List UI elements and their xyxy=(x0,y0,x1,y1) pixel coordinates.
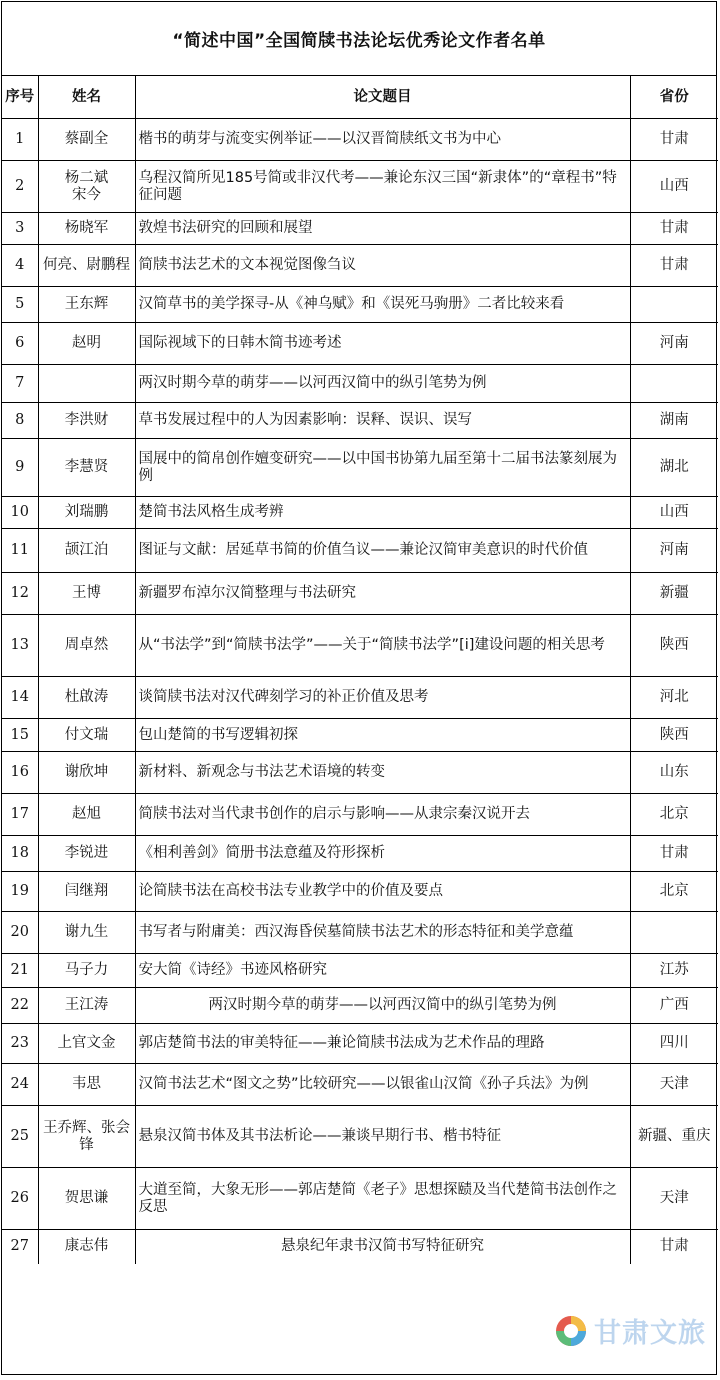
cell-name: 颉江泊 xyxy=(38,529,135,573)
cell-no: 11 xyxy=(2,529,38,573)
table-row xyxy=(2,1064,718,1106)
cell-no: 16 xyxy=(2,752,38,794)
cell-province: 甘肃 xyxy=(630,119,718,161)
table-row xyxy=(2,497,718,529)
cell-paper-title: 乌程汉简所见185号简或非汉代考——兼论东汉三国“新隶体”的“章程书”特征问题 xyxy=(135,161,630,213)
cell-no: 14 xyxy=(2,677,38,719)
cell-no: 27 xyxy=(2,1230,38,1264)
cell-no: 15 xyxy=(2,719,38,752)
cell-no: 22 xyxy=(2,988,38,1024)
cell-province: 广西 xyxy=(630,988,718,1024)
cell-name: 王江涛 xyxy=(38,988,135,1024)
cell-province: 北京 xyxy=(630,872,718,912)
cell-no: 23 xyxy=(2,1024,38,1064)
table-row xyxy=(2,119,718,161)
cell-name: 谢九生 xyxy=(38,912,135,954)
cell-province: 山东 xyxy=(630,752,718,794)
cell-name xyxy=(38,365,135,403)
cell-paper-title: 楷书的萌芽与流变实例举证——以汉晋简牍纸文书为中心 xyxy=(135,119,630,161)
cell-name: 上官文金 xyxy=(38,1024,135,1064)
table-row xyxy=(2,1230,718,1264)
page-title: “简述中国”全国简牍书法论坛优秀论文作者名单 xyxy=(2,2,716,76)
table-row xyxy=(2,954,718,988)
cell-province: 山西 xyxy=(630,161,718,213)
cell-paper-title: 书写者与附庸美：西汉海昏侯墓简牍书法艺术的形态特征和美学意蕴 xyxy=(135,912,630,954)
cell-no: 13 xyxy=(2,615,38,677)
cell-province xyxy=(630,287,718,323)
cell-province: 江苏 xyxy=(630,954,718,988)
cell-no: 18 xyxy=(2,836,38,872)
cell-no: 3 xyxy=(2,213,38,245)
cell-name: 韦思 xyxy=(38,1064,135,1106)
cell-province: 天津 xyxy=(630,1168,718,1230)
table-row xyxy=(2,529,718,573)
cell-province: 湖南 xyxy=(630,403,718,439)
cell-paper-title: 悬泉纪年隶书汉简书写特征研究 xyxy=(135,1230,630,1264)
cell-province: 甘肃 xyxy=(630,1230,718,1264)
table-row xyxy=(2,836,718,872)
table-row xyxy=(2,161,718,213)
cell-paper-title: 谈简牍书法对汉代碑刻学习的补正价值及思考 xyxy=(135,677,630,719)
header-no: 序号 xyxy=(2,76,38,119)
cell-no: 19 xyxy=(2,872,38,912)
table-header-row xyxy=(2,76,718,119)
cell-province: 甘肃 xyxy=(630,245,718,287)
cell-no: 21 xyxy=(2,954,38,988)
cell-province xyxy=(630,365,718,403)
cell-paper-title: 论简牍书法在高校书法专业教学中的价值及要点 xyxy=(135,872,630,912)
cell-paper-title: 大道至简，大象无形——郭店楚简《老子》思想探赜及当代楚简书法创作之反思 xyxy=(135,1168,630,1230)
cell-name: 王东辉 xyxy=(38,287,135,323)
watermark-text: 甘肃文旅 xyxy=(594,1318,706,1349)
table-row xyxy=(2,1168,718,1230)
cell-no: 12 xyxy=(2,573,38,615)
cell-paper-title: 新疆罗布淖尔汉简整理与书法研究 xyxy=(135,573,630,615)
cell-province xyxy=(630,912,718,954)
cell-province: 天津 xyxy=(630,1064,718,1106)
cell-no: 20 xyxy=(2,912,38,954)
cell-no: 24 xyxy=(2,1064,38,1106)
cell-province: 四川 xyxy=(630,1024,718,1064)
table-row xyxy=(2,1106,718,1168)
table-row xyxy=(2,403,718,439)
table-row xyxy=(2,988,718,1024)
table-row xyxy=(2,872,718,912)
cell-name: 闫继翔 xyxy=(38,872,135,912)
gansu-wenlv-logo-icon xyxy=(554,1314,588,1348)
cell-no: 17 xyxy=(2,794,38,836)
table-row xyxy=(2,213,718,245)
cell-paper-title: 汉简书法艺术“图文之势”比较研究——以银雀山汉简《孙子兵法》为例 xyxy=(135,1064,630,1106)
cell-no: 4 xyxy=(2,245,38,287)
header-paper: 论文题目 xyxy=(135,76,630,119)
table-row xyxy=(2,365,718,403)
header-province: 省份 xyxy=(630,76,718,119)
cell-name: 赵旭 xyxy=(38,794,135,836)
cell-name: 王乔辉、张会锋 xyxy=(38,1106,135,1168)
cell-province: 陕西 xyxy=(630,615,718,677)
cell-name: 杜啟涛 xyxy=(38,677,135,719)
cell-name: 李洪财 xyxy=(38,403,135,439)
watermark xyxy=(554,1311,706,1350)
cell-paper-title: 草书发展过程中的人为因素影响：误释、误识、误写 xyxy=(135,403,630,439)
cell-no: 26 xyxy=(2,1168,38,1230)
table-row xyxy=(2,912,718,954)
cell-name: 杨二斌 宋今 xyxy=(38,161,135,213)
table-row xyxy=(2,794,718,836)
cell-name: 刘瑞鹏 xyxy=(38,497,135,529)
cell-paper-title: 两汉时期今草的萌芽——以河西汉简中的纵引笔势为例 xyxy=(135,988,630,1024)
table-row xyxy=(2,573,718,615)
cell-no: 8 xyxy=(2,403,38,439)
cell-no: 7 xyxy=(2,365,38,403)
cell-paper-title: 包山楚简的书写逻辑初探 xyxy=(135,719,630,752)
author-table xyxy=(2,76,718,1264)
cell-name: 周卓然 xyxy=(38,615,135,677)
cell-name: 赵明 xyxy=(38,323,135,365)
cell-paper-title: 郭店楚简书法的审美特征——兼论简牍书法成为艺术作品的理路 xyxy=(135,1024,630,1064)
cell-name: 马子力 xyxy=(38,954,135,988)
table-row xyxy=(2,287,718,323)
cell-name: 李锐进 xyxy=(38,836,135,872)
cell-paper-title: 《相利善剑》简册书法意蕴及符形探析 xyxy=(135,836,630,872)
table-row xyxy=(2,245,718,287)
cell-no: 2 xyxy=(2,161,38,213)
table-row xyxy=(2,719,718,752)
cell-province: 湖北 xyxy=(630,439,718,497)
cell-province: 河北 xyxy=(630,677,718,719)
document-sheet xyxy=(1,1,717,1375)
table-row xyxy=(2,1024,718,1064)
cell-paper-title: 国际视域下的日韩木简书迹考述 xyxy=(135,323,630,365)
cell-name: 蔡副全 xyxy=(38,119,135,161)
cell-province: 陕西 xyxy=(630,719,718,752)
cell-name: 付文瑞 xyxy=(38,719,135,752)
cell-no: 9 xyxy=(2,439,38,497)
cell-name: 何亮、尉鹏程 xyxy=(38,245,135,287)
cell-no: 10 xyxy=(2,497,38,529)
table-row xyxy=(2,752,718,794)
cell-province: 北京 xyxy=(630,794,718,836)
cell-name: 贺思谦 xyxy=(38,1168,135,1230)
cell-paper-title: 简牍书法艺术的文本视觉图像刍议 xyxy=(135,245,630,287)
cell-paper-title: 汉简草书的美学探寻-从《神乌赋》和《误死马驹册》二者比较来看 xyxy=(135,287,630,323)
header-name: 姓名 xyxy=(38,76,135,119)
cell-name: 康志伟 xyxy=(38,1230,135,1264)
cell-paper-title: 图证与文献：居延草书简的价值刍议——兼论汉简审美意识的时代价值 xyxy=(135,529,630,573)
cell-paper-title: 安大简《诗经》书迹风格研究 xyxy=(135,954,630,988)
cell-paper-title: 敦煌书法研究的回顾和展望 xyxy=(135,213,630,245)
cell-province: 甘肃 xyxy=(630,836,718,872)
cell-paper-title: 国展中的简帛创作嬗变研究——以中国书协第九届至第十二届书法篆刻展为例 xyxy=(135,439,630,497)
cell-no: 6 xyxy=(2,323,38,365)
cell-name: 王博 xyxy=(38,573,135,615)
cell-name: 谢欣坤 xyxy=(38,752,135,794)
cell-province: 新疆、重庆 xyxy=(630,1106,718,1168)
cell-no: 25 xyxy=(2,1106,38,1168)
cell-paper-title: 悬泉汉简书体及其书法析论——兼谈早期行书、楷书特征 xyxy=(135,1106,630,1168)
cell-province: 河南 xyxy=(630,323,718,365)
cell-no: 5 xyxy=(2,287,38,323)
table-row xyxy=(2,439,718,497)
cell-paper-title: 两汉时期今草的萌芽——以河西汉简中的纵引笔势为例 xyxy=(135,365,630,403)
table-row xyxy=(2,677,718,719)
cell-province: 河南 xyxy=(630,529,718,573)
cell-paper-title: 从“书法学”到“简牍书法学”——关于“简牍书法学”[i]建设问题的相关思考 xyxy=(135,615,630,677)
cell-province: 山西 xyxy=(630,497,718,529)
cell-province: 甘肃 xyxy=(630,213,718,245)
table-row xyxy=(2,323,718,365)
cell-name: 杨晓军 xyxy=(38,213,135,245)
table-row xyxy=(2,615,718,677)
cell-paper-title: 简牍书法对当代隶书创作的启示与影响——从隶宗秦汉说开去 xyxy=(135,794,630,836)
cell-province: 新疆 xyxy=(630,573,718,615)
cell-name: 李慧贤 xyxy=(38,439,135,497)
cell-paper-title: 楚简书法风格生成考辨 xyxy=(135,497,630,529)
cell-paper-title: 新材料、新观念与书法艺术语境的转变 xyxy=(135,752,630,794)
cell-no: 1 xyxy=(2,119,38,161)
